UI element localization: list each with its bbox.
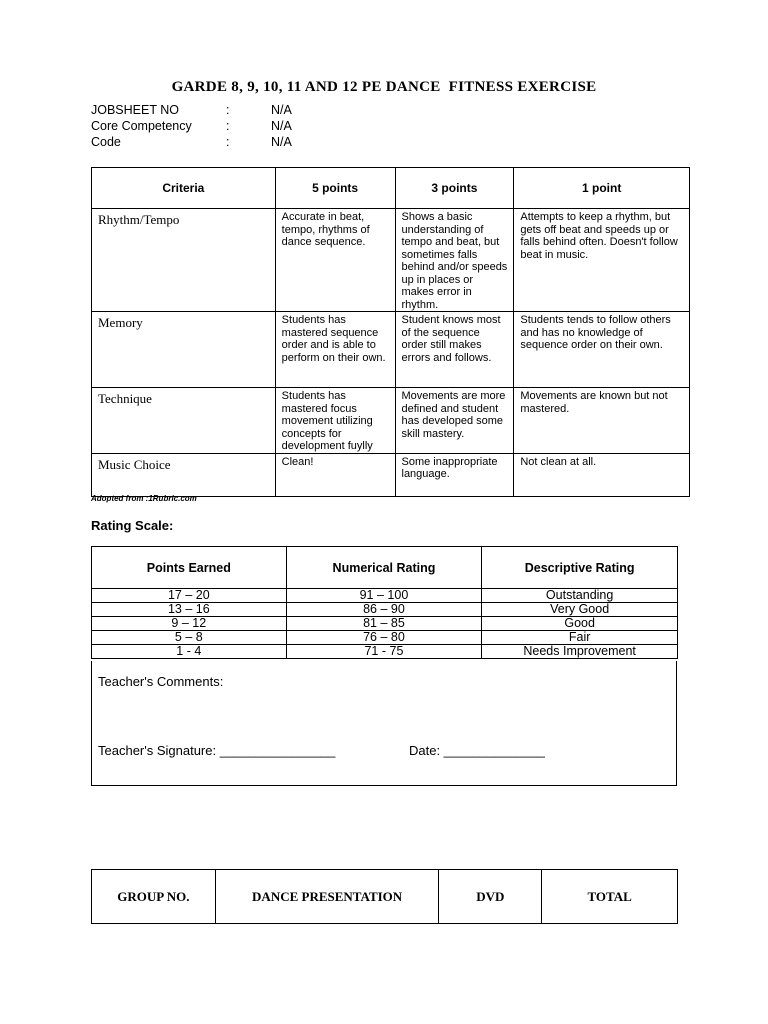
teacher-comments-label: Teacher's Comments: <box>98 674 224 689</box>
rubric-criteria: Music Choice <box>92 453 276 496</box>
group-header-dance-presentation: DANCE PRESENTATION <box>215 870 439 924</box>
rubric-row-technique <box>92 388 690 454</box>
rubric-header-row <box>92 168 690 209</box>
scale-header-row <box>92 547 678 589</box>
scale-cell: 76 – 80 <box>286 631 482 645</box>
meta-value: N/A <box>271 135 292 149</box>
meta-separator: : <box>226 119 230 133</box>
rubric-header-3-points: 3 points <box>395 168 514 209</box>
scale-cell: 17 – 20 <box>92 589 287 603</box>
rubric-5-points: Accurate in beat, tempo, rhythms of dance sequence. <box>275 209 395 312</box>
meta-separator: : <box>226 135 230 149</box>
rubric-3-points: Some inappropriate language. <box>395 453 514 496</box>
scale-cell: 86 – 90 <box>286 603 482 617</box>
rubric-criteria: Technique <box>92 388 276 454</box>
meta-label: JOBSHEET NO <box>91 103 179 117</box>
teacher-signature-line[interactable]: Teacher's Signature: ________________ <box>98 743 336 758</box>
rubric-1-point: Attempts to keep a rhythm, but gets off beat and speeds up or falls behind often. Doesn't follow beat in music. <box>514 209 690 312</box>
scale-cell: Good <box>482 617 678 631</box>
meta-label: Core Competency <box>91 119 192 133</box>
rubric-criteria: Memory <box>92 312 276 388</box>
group-header-dvd: DVD <box>439 870 542 924</box>
scale-row <box>92 631 678 645</box>
rubric-header-1-point: 1 point <box>514 168 690 209</box>
scale-cell: Outstanding <box>482 589 678 603</box>
rubric-5-points: Students has mastered focus movement utilizing concepts for development fuylly <box>275 388 395 454</box>
scale-cell: 9 – 12 <box>92 617 287 631</box>
rubric-criteria: Rhythm/Tempo <box>92 209 276 312</box>
rubric-3-points: Shows a basic understanding of tempo and beat, but sometimes falls behind and/or speeds up in places or makes error in rhythm. <box>395 209 514 312</box>
group-header-total: TOTAL <box>542 870 678 924</box>
rubric-header-criteria: Criteria <box>92 168 276 209</box>
rubric-1-point: Students tends to follow others and has no knowledge of sequence order on their own. <box>514 312 690 388</box>
scale-cell: Needs Improvement <box>482 645 678 659</box>
scale-cell: 71 - 75 <box>286 645 482 659</box>
scale-cell: 13 – 16 <box>92 603 287 617</box>
document-title: GARDE 8, 9, 10, 11 AND 12 PE DANCE FITNESS EXERCISE <box>171 79 597 95</box>
scale-header-descriptive: Descriptive Rating <box>482 547 678 589</box>
date-line[interactable]: Date: ______________ <box>409 743 545 758</box>
meta-value: N/A <box>271 103 292 117</box>
scale-cell: Fair <box>482 631 678 645</box>
scale-header-points: Points Earned <box>92 547 287 589</box>
rubric-row-rhythm <box>92 209 690 312</box>
scale-cell: 5 – 8 <box>92 631 287 645</box>
rubric-row-memory <box>92 312 690 388</box>
rubric-5-points: Clean! <box>275 453 395 496</box>
rubric-row-music-choice <box>92 453 690 496</box>
meta-label: Code <box>91 135 121 149</box>
rubric-3-points: Student knows most of the sequence order still makes errors and follows. <box>395 312 514 388</box>
rubric-source-note: Adopted from :1Rubric.com <box>91 494 197 503</box>
rubric-1-point: Movements are known but not mastered. <box>514 388 690 454</box>
rubric-table <box>91 167 690 497</box>
group-header-row <box>92 870 678 924</box>
teacher-comments-box <box>91 661 677 786</box>
rubric-5-points: Students has mastered sequence order and is able to perform on their own. <box>275 312 395 388</box>
rubric-3-points: Movements are more defined and student has developed some skill mastery. <box>395 388 514 454</box>
scale-cell: 1 - 4 <box>92 645 287 659</box>
rubric-1-point: Not clean at all. <box>514 453 690 496</box>
scale-cell: 91 – 100 <box>286 589 482 603</box>
scale-row <box>92 589 678 603</box>
rating-scale-label: Rating Scale: <box>91 518 174 533</box>
scale-row <box>92 645 678 659</box>
scale-row <box>92 603 678 617</box>
rating-scale-table <box>91 546 678 659</box>
scale-header-numerical: Numerical Rating <box>286 547 482 589</box>
scale-cell: 81 – 85 <box>286 617 482 631</box>
scale-row <box>92 617 678 631</box>
scale-cell: Very Good <box>482 603 678 617</box>
meta-value: N/A <box>271 119 292 133</box>
group-header-group-no: GROUP NO. <box>92 870 216 924</box>
meta-separator: : <box>226 103 230 117</box>
group-score-table <box>91 869 678 924</box>
rubric-header-5-points: 5 points <box>275 168 395 209</box>
